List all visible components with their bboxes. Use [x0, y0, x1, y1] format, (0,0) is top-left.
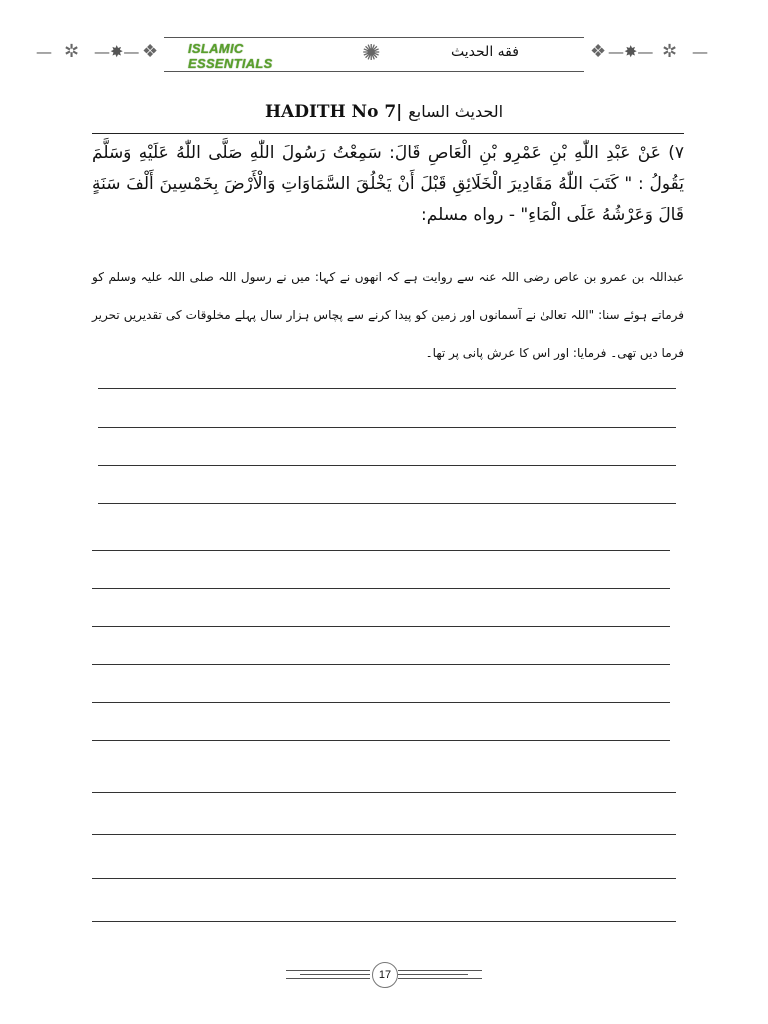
writing-line — [98, 503, 676, 504]
writing-line — [92, 834, 676, 835]
writing-line — [92, 792, 676, 793]
footer-rule-right-3 — [398, 978, 482, 979]
left-knot-ornament-icon: ❖ — [142, 41, 159, 62]
writing-line — [92, 550, 670, 551]
left-dash-ornament: — — [36, 42, 52, 61]
footer-rule-left-3 — [286, 978, 370, 979]
writing-line — [92, 626, 670, 627]
writing-line — [92, 878, 676, 879]
writing-line — [92, 702, 670, 703]
hadith-heading — [0, 102, 768, 122]
writing-line — [98, 427, 676, 428]
hadith-arabic-text: ٧) عَنْ عَبْدِ اللّٰهِ بْنِ عَمْرِو بْنِ الْعَاصِ قَالَ: سَمِعْتُ رَسُولَ اللّٰهِ صَلَّى اللّٰهُ عَلَيْهِ وَسَلَّمَ يَقُولُ : " كَتَبَ اللّٰهُ مَقَادِيرَ الْخَلَائِقِ قَبْلَ أَنْ يَخْلُقَ السَّمَاوَاتِ وَالْأَرْضَ بِخَمْسِينَ أَلْفَ سَنَةٍ قَالَ وَعَرْشُهُ عَلَى الْمَاءِ" - رواه مسلم: — [92, 143, 684, 225]
heading-underline — [92, 133, 684, 134]
header-rule-top — [164, 37, 584, 38]
footer-rule-left-1 — [286, 970, 370, 971]
writing-line — [98, 388, 676, 389]
left-flower-ornament-icon: ✲ — [64, 41, 80, 62]
hadith-urdu-translation: عبداللہ بن عمرو بن عاص رضی اللہ عنہ سے روایت ہے کہ انھوں نے کہا: میں نے رسول اللہ صلی اللہ علیہ وسلم کو فرماتے ہوئے سنا: "اللہ تعالیٰ نے آسمانوں اور زمین کو پیدا کرنے سے پچاس ہزار سال پہلے مخلوقات کی تقدیریں تحریر فرما دیں تھی۔ فرمایا: اور اس کا عرش پانی پر تھا۔ — [92, 270, 684, 360]
center-flower-ornament-icon: ✺ — [362, 41, 381, 66]
brand-logo: ISLAMIC ESSENTIALS — [188, 41, 273, 71]
footer-rule-right-2 — [398, 974, 468, 975]
right-knot-ornament-icon: ❖ — [590, 41, 607, 62]
right-flower-ornament-icon: ✲ — [662, 41, 678, 62]
right-dash-ornament: — — [692, 42, 708, 61]
writing-line — [92, 664, 670, 665]
writing-line — [98, 465, 676, 466]
left-dash-ornament-2: —✸— — [94, 42, 140, 61]
writing-line — [92, 921, 676, 922]
header-rule-bottom — [164, 71, 584, 72]
right-dash-ornament-2: —✸— — [608, 42, 654, 61]
footer-rule-right-1 — [398, 970, 482, 971]
header-title: فقه الحديث — [451, 44, 519, 60]
hadith-heading-en: HADITH No 7| — [264, 102, 403, 122]
page-number: 17 — [372, 962, 398, 988]
writing-line — [92, 740, 670, 741]
footer-rule-left-2 — [300, 974, 370, 975]
writing-line — [92, 588, 670, 589]
hadith-heading-ar: الحديث السابع — [408, 102, 504, 121]
